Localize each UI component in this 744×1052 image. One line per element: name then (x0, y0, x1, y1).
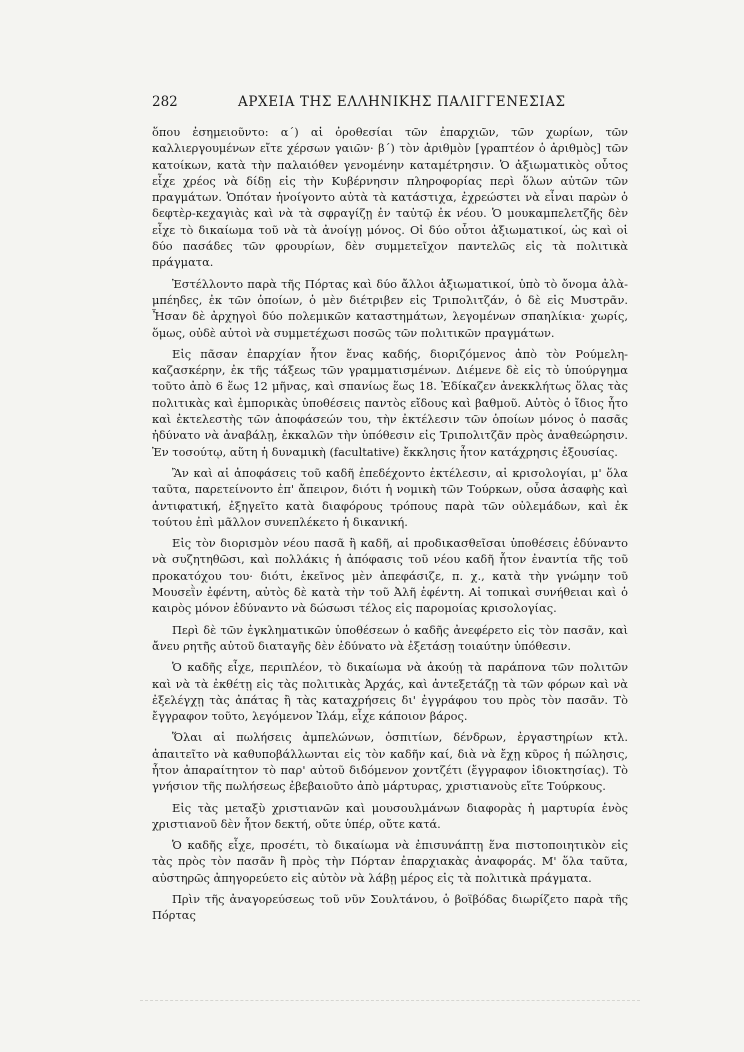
page-number: 282 (152, 94, 178, 110)
running-title: ΑΡΧΕΙΑ ΤΗΣ ΕΛΛΗΝΙΚΗΣ ΠΑΛΙΓΓΕΝΕΣΙΑΣ (238, 94, 566, 110)
paragraph: Ἂν καὶ αἱ ἀποφάσεις τοῦ καδῆ ἐπεδέχοντο ἐκτέλεσιν, αἱ κρισολογίαι, μ' ὅλα ταῦτα, παρετείνοντο ἐπ' ἄπειρον, διότι ἡ νομικὴ τῶν Τούρκων, οὖσα ἀσαφὴς καὶ ἀντιφατική, ἐξηγεῖτο κατὰ διαφόρους τρόπους παρὰ τῶν οὐλεμάδων, καὶ ἐκ τούτου ἐπὶ μᾶλλον συνεπλέκετο ἡ δικανική. (152, 465, 628, 529)
scan-artifact-line (140, 1000, 640, 1003)
paragraph: Εἰς πᾶσαν ἐπαρχίαν ἦτον ἕνας καδής, διοριζόμενος ἀπὸ τὸν Ρούμελη-καζασκέρην, ἐκ τῆς τάξεως τῶν γραμματισμένων. Διέμενε δὲ εἰς τὸ ὑπούργημα τοῦτο ἀπὸ 6 ἕως 12 μῆνας, καὶ σπανίως ἕως 18. Ἐδίκαζεν ἀνεκκλήτως ὅλας τὰς πολιτικὰς καὶ ἐμπορικὰς ὑποθέσεις παντὸς εἴδους καὶ βαθμοῦ. Αὐτὸς ὁ ἴδιος ἦτο καὶ ἐκτελεστὴς τῶν ἀποφάσεών του, τὴν ἐκτέλεσιν τῶν ὁποίων μόνος ὁ πασᾶς ἠδύνατο νὰ ἀναβάλῃ, ἐκκαλῶν τὴν ὑπόθεσιν εἰς Τριπολιτζᾶν πρὸς ἀναθεώρησιν. Ἐν τοσούτῳ, αὕτη ἡ δυναμικὴ (facultative) ἔκκλησις ἦτον κατάχρησις ἐξουσίας. (152, 346, 628, 459)
page-header (152, 94, 636, 114)
body-text (152, 124, 628, 929)
paragraph: Περὶ δὲ τῶν ἐγκληματικῶν ὑποθέσεων ὁ καδῆς ἀνεφέρετο εἰς τὸν πασᾶν, καὶ ἄνευ ρητῆς αὐτοῦ διαταγῆς δὲν ἐδύνατο νὰ ἐξετάσῃ τοιαύτην ὑπόθεσιν. (152, 622, 628, 653)
paragraph: Ἐστέλλοντο παρὰ τῆς Πόρτας καὶ δύο ἄλλοι ἀξιωματικοί, ὑπὸ τὸ ὄνομα ἀλὰ-μπέηδες, ἐκ τῶν ὁποίων, ὁ μὲν διέτριβεν εἰς Τριπολιτζάν, ὁ δὲ εἰς Μυστρᾶν. Ἦσαν δὲ ἀρχηγοὶ δύο πολεμικῶν καταστημάτων, λεγομένων σπαηλίκια· χωρίς, ὅμως, οὐδὲ αὐτοὶ νὰ συμμετέχωσι ποσῶς τῶν πολιτικῶν πραγμάτων. (152, 276, 628, 340)
paragraph: Ὅλαι αἱ πωλήσεις ἀμπελώνων, ὀσπιτίων, δένδρων, ἐργαστηρίων κτλ. ἀπαιτεῖτο νὰ καθυποβάλλωνται εἰς τὸν καδῆν καί, διὰ νὰ ἔχῃ κῦρος ἡ πώλησις, ἦτον ἀπαραίτητον τὸ παρ' αὐτοῦ διδόμενον χοντζέτι (ἔγγραφον ἰδιοκτησίας). Τὸ γνήσιον τῆς πωλήσεως ἐβεβαιοῦτο ἀπὸ μάρτυρας, χριστιανοὺς εἴτε Τούρκους. (152, 730, 628, 794)
paragraph: Εἰς τὸν διορισμὸν νέου πασᾶ ἢ καδῆ, αἱ προδικασθεῖσαι ὑποθέσεις ἐδύναντο νὰ συζητηθῶσι, καὶ πολλάκις ἡ ἀπόφασις τοῦ νέου καδῆ ἦτον ἐναντία τῆς τοῦ προκατόχου του· διότι, ἐκεῖνος μὲν ἀπεφάσιζε, π. χ., κατὰ τὴν γνώμην τοῦ Μουσεῒν ἐφέντη, αὐτὸς δὲ κατὰ τὴν τοῦ Ἀλῆ ἐφέντη. Αἱ τοπικαὶ συνήθειαι καὶ ὁ καιρὸς μόνον ἐδύναντο νὰ δώσωσι τέλος εἰς παρομοίας κρισολογίας. (152, 536, 628, 616)
paragraph: Εἰς τὰς μεταξὺ χριστιανῶν καὶ μουσουλμάνων διαφορὰς ἡ μαρτυρία ἑνὸς χριστιανοῦ δὲν ἦτον δεκτή, οὔτε ὑπέρ, οὔτε κατά. (152, 800, 628, 831)
paragraph: Ὁ καδῆς εἶχε, περιπλέον, τὸ δικαίωμα νὰ ἀκούῃ τὰ παράπονα τῶν πολιτῶν καὶ νὰ τὰ ἐκθέτῃ εἰς τὰς πολιτικὰς Ἀρχάς, καὶ ἀντεξετάζῃ τὰ τῶν φόρων καὶ νὰ ἐξελέγχῃ τὰς ἀπάτας ἢ τὰς καταχρήσεις δι' ἐγγράφου του πρὸς τὸν πασᾶν. Τὸ ἔγγραφον τοῦτο, λεγόμενον Ἰλάμ, εἶχε κάποιον βάρος. (152, 660, 628, 724)
paragraph: Ὁ καδῆς εἶχε, προσέτι, τὸ δικαίωμα νὰ ἐπισυνάπτῃ ἕνα πιστοποιητικὸν εἰς τὰς πρὸς τὸν πασᾶν ἢ πρὸς τὴν Πόρταν ἐπαρχιακὰς ἀναφοράς. Μ' ὅλα ταῦτα, αὐστηρῶς ἀπηγορεύετο εἰς αὐτὸν νὰ λάβῃ μέρος εἰς τὰ πολιτικὰ πράγματα. (152, 838, 628, 885)
paragraph: Πρὶν τῆς ἀναγορεύσεως τοῦ νῦν Σουλτάνου, ὁ βοϊβόδας διωρίζετο παρὰ τῆς Πόρτας (152, 892, 628, 923)
paragraph: ὅπου ἐσημειοῦντο: α΄) αἱ ὀροθεσίαι τῶν ἐπαρχιῶν, τῶν χωρίων, τῶν καλλιεργουμένων εἴτε χέρσων γαιῶν· β΄) τὸν ἀριθμὸν [γραπτέον ὁ ἀριθμὸς] τῶν κατοίκων, κατὰ τὴν παλαιόθεν γενομένην καταμέτρησιν. Ὁ ἀξιωματικὸς οὗτος εἶχε χρέος νὰ δίδῃ εἰς τὴν Κυβέρνησιν πληροφορίας περὶ ὅλων αὐτῶν τῶν πραγμάτων. Ὁπόταν ἠνοίγοντο αὐτὰ τὰ κατάστιχα, ἐχρεώστει νὰ εἶναι παρὼν ὁ δεφτὲρ-κεχαγιὰς καὶ νὰ τὰ σφραγίζῃ ἐν ταὐτῷ ἐκ νέου. Ὁ μουκαμπελετζῆς δὲν εἶχε τὸ δικαίωμα τοῦ νὰ τὰ ἀνοίγῃ μόνος. Οἱ δύο οὗτοι ἀξιωματικοί, ὡς καὶ οἱ δύο πασάδες τῶν φρουρίων, δὲν συμμετεῖχον παντελῶς εἰς τὰ πολιτικὰ πράγματα. (152, 125, 628, 270)
